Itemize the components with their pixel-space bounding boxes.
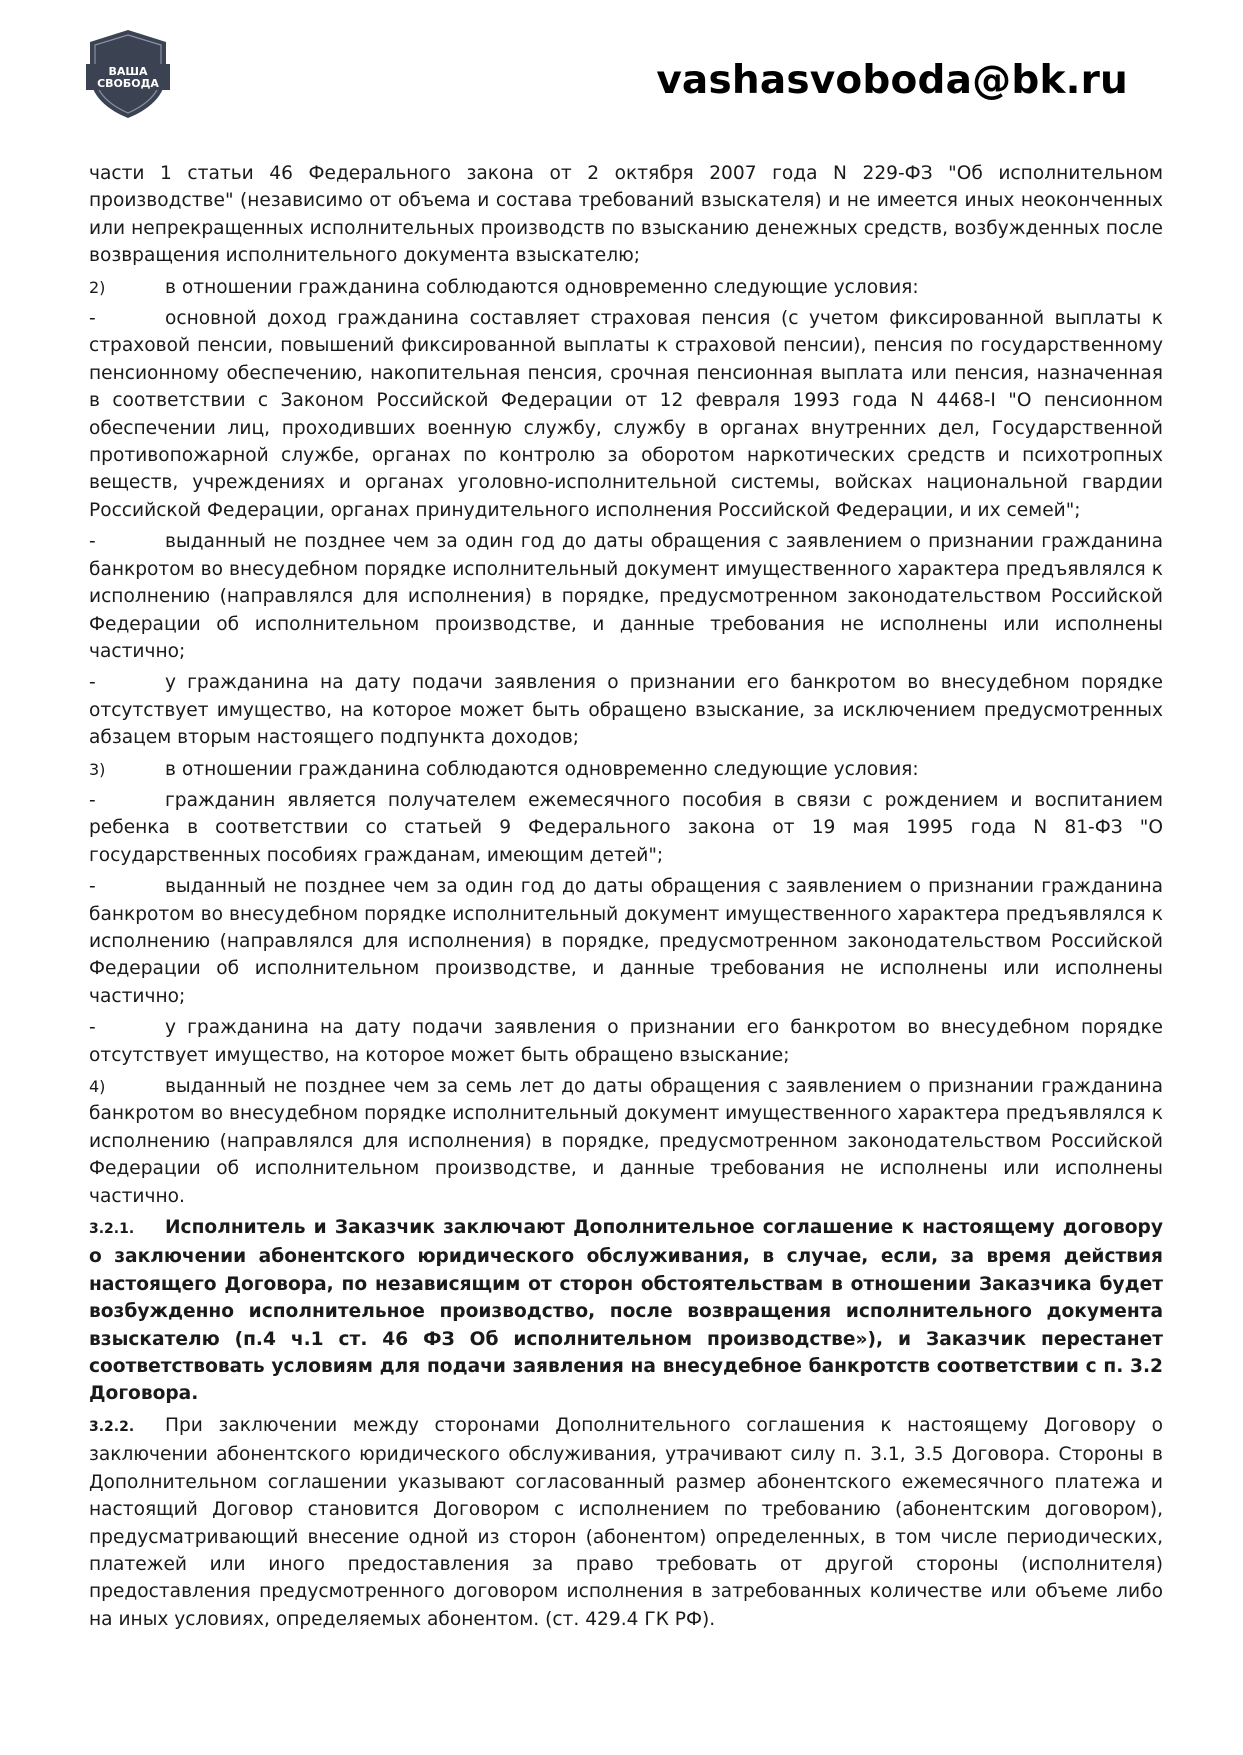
dash-marker: - xyxy=(89,531,96,553)
list-item-text: гражданин является получателем ежемесячного пособия в связи с рождением и воспитанием ребенка в соответствии со статьей 9 Федерального закона от 19 мая 1995 года N 81-ФЗ "О государственных пособиях гражданам, имеющим детей"; xyxy=(89,789,1163,866)
logo-text-line1: ВАША xyxy=(108,65,148,78)
list-item-text: основной доход гражданина составляет страховая пенсия (с учетом фиксированной выплаты к страховой пенсии, повышений фиксированной выплаты к страховой пенсии), пенсия по государственному пенсионному обеспечению, накопительная пенсия, срочная пенсионная выплата или пенсия, назначенная в соответствии с Законом Российской Федерации от 12 февраля 1993 года N 4468-I "О пенсионном обеспечении лиц, проходивших военную службу, службу в органах внутренних дел, Государственной противопожарной службе, органах по контролю за оборотом наркотических средств и психотропных веществ, учреждениях и органах уголовно-исполнительной системы, войсках национальной гвардии Российской Федерации, органах принудительного исполнения Российской Федерации, и их семей"; xyxy=(89,308,1163,521)
document-body xyxy=(89,160,1163,1633)
clause-3-2-1 xyxy=(89,1214,1163,1408)
logo-text-line2: СВОБОДА xyxy=(97,77,159,90)
list-item xyxy=(89,669,1163,751)
dash-marker: - xyxy=(89,672,96,694)
email-address[interactable]: vashasvoboda@bk.ru xyxy=(656,58,1128,103)
dash-marker: - xyxy=(89,789,96,811)
list-number: 3) xyxy=(89,759,106,779)
paragraph: части 1 статьи 46 Федерального закона от 2 октября 2007 года N 229-ФЗ "Об исполнительном производстве" (независимо от объема и состава требований взыскателя) и не имеется иных неоконченных или непрекращенных исполнительных производств по взысканию денежных средств, возбужденных после возвращения исполнительного документа взыскателю; xyxy=(89,163,1163,267)
shield-logo-icon xyxy=(86,28,170,120)
list-item-text: выданный не позднее чем за семь лет до даты обращения с заявлением о признании гражданина банкротом во внесудебном порядке исполнительный документ имущественного характера предъявлялся к исполнению (направлялся для исполнения) в порядке, предусмотренном законодательством Российской Федерации об исполнительном производстве, и данные требования не исполнены или исполнены частично. xyxy=(89,1076,1163,1207)
list-item xyxy=(89,528,1163,665)
list-item-text: у гражданина на дату подачи заявления о признании его банкротом во внесудебном порядке отсутствует имущество, на которое может быть обращено взыскание; xyxy=(89,1017,1163,1066)
list-item-text: у гражданина на дату подачи заявления о признании его банкротом во внесудебном порядке отсутствует имущество, на которое может быть обращено взыскание, за исключением предусмотренных абзацем вторым настоящего подпункта доходов; xyxy=(89,672,1163,749)
list-number: 4) xyxy=(89,1077,106,1096)
list-item-text: в отношении гражданина соблюдаются одновременно следующие условия: xyxy=(165,276,919,298)
list-item xyxy=(89,756,1163,783)
list-item xyxy=(89,274,1163,301)
list-item xyxy=(89,305,1163,524)
page-header xyxy=(0,0,1243,150)
list-item xyxy=(89,873,1163,1010)
list-item xyxy=(89,1014,1163,1069)
clause-number: 3.2.1. xyxy=(89,1221,135,1238)
clause-3-2-2 xyxy=(89,1412,1163,1633)
clause-number: 3.2.2. xyxy=(89,1418,135,1435)
list-item-text: выданный не позднее чем за один год до даты обращения с заявлением о признании гражданина банкротом во внесудебном порядке исполнительный документ имущественного характера предъявлялся к исполнению (направлялся для исполнения) в порядке, предусмотренном законодательством Российской Федерации об исполнительном производстве, и данные требования не исполнены или исполнены частично; xyxy=(89,876,1163,1007)
list-number: 2) xyxy=(89,277,106,297)
list-item xyxy=(89,1073,1163,1210)
list-item-text: в отношении гражданина соблюдаются одновременно следующие условия: xyxy=(165,758,919,780)
clause-text: Исполнитель и Заказчик заключают Дополнительное соглашение к настоящему договору о заключении абонентского юридического обслуживания, в случае, если, за время действия настоящего Договора, по независящим от сторон обстоятельствам в отношении Заказчика будет возбужденно исполнительное производство, после возвращения исполнительного документа взыскателю (п.4 ч.1 ст. 46 ФЗ Об исполнительном производстве»), и Заказчик перестанет соответствовать условиям для подачи заявления на внесудебное банкротств соответствии с п. 3.2 Договора. xyxy=(89,1217,1163,1405)
dash-marker: - xyxy=(89,876,96,898)
dash-marker: - xyxy=(89,308,96,330)
dash-marker: - xyxy=(89,1017,96,1039)
clause-text: При заключении между сторонами Дополнительного соглашения к настоящему Договору о заключении абонентского юридического обслуживания, утрачивают силу п. 3.1, 3.5 Договора. Стороны в Дополнительном соглашении указывают согласованный размер абонентского ежемесячного платежа и настоящий Договор становится Договором с исполнением по требованию (абонентским договором), предусматривающий внесение одной из сторон (абонентом) определенных, в том числе периодических, платежей или иного предоставления за право требовать от другой стороны (исполнителя) предоставления предусмотренного договором исполнения в затребованных количестве или объеме либо на иных условиях, определяемых абонентом. (ст. 429.4 ГК РФ). xyxy=(89,1414,1163,1630)
list-item xyxy=(89,787,1163,869)
list-item-text: выданный не позднее чем за один год до даты обращения с заявлением о признании гражданина банкротом во внесудебном порядке исполнительный документ имущественного характера предъявлялся к исполнению (направлялся для исполнения) в порядке, предусмотренном законодательством Российской Федерации об исполнительном производстве, и данные требования не исполнены или исполнены частично; xyxy=(89,531,1163,662)
